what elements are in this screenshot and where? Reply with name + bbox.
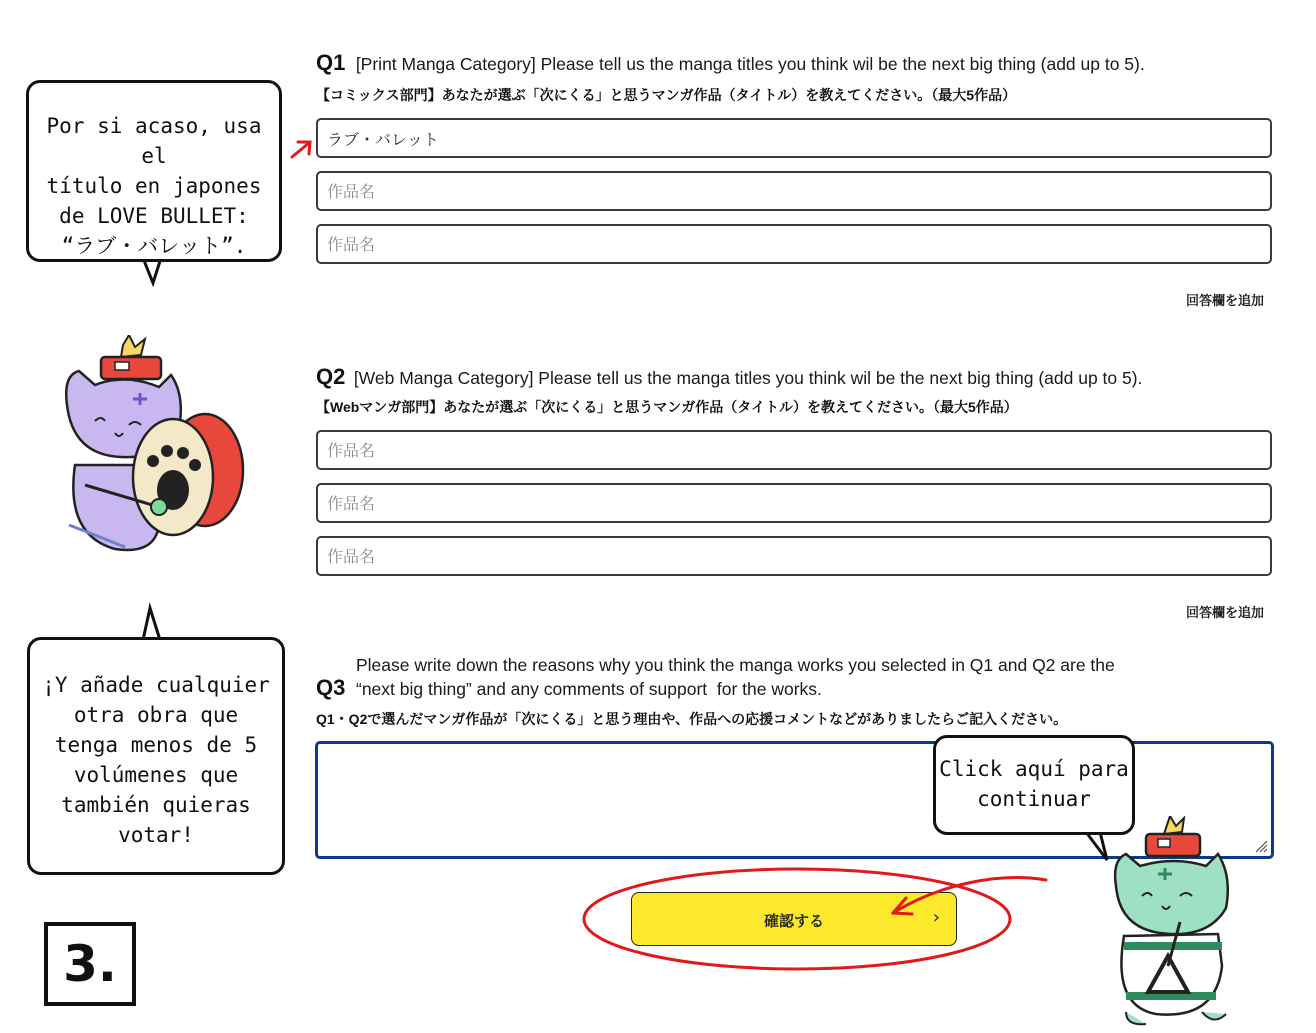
q2-number: Q2 xyxy=(316,364,346,389)
bubble3-line-2: continuar xyxy=(977,787,1091,811)
q1-number: Q1 xyxy=(316,50,346,75)
bubble1-line-1: Por si acaso, usa el xyxy=(46,114,262,168)
step-number: 3. xyxy=(63,935,117,993)
red-arrow-icon xyxy=(292,142,310,157)
bubble1-line-2: título en japones xyxy=(46,174,262,198)
q1-add-answer-link[interactable]: 回答欄を追加 xyxy=(1186,293,1265,308)
bubble2-line-4: volúmenes que xyxy=(73,763,239,787)
bubble3-line-1: Click aquí para xyxy=(939,757,1129,781)
annotation-bubble-1 xyxy=(26,80,282,262)
pointer-arrow-icon xyxy=(893,878,1046,914)
bubble3-tail xyxy=(1086,832,1107,860)
chevron-right-icon: › xyxy=(932,907,940,928)
bubble2-line-6: votar! xyxy=(118,823,194,847)
q3-english-line1: Please write down the reasons why you think the manga works you selected in Q1 and Q2 are the xyxy=(356,655,1115,675)
q2-add-answer-link[interactable]: 回答欄を追加 xyxy=(1186,605,1265,620)
bubble1-line-4: “ラブ・バレット”. xyxy=(61,234,247,258)
q2-japanese-text: 【Webマンガ部門】あなたが選ぶ「次にくる」と思うマンガ作品（タイトル）を教えてください。（最大5作品） xyxy=(316,399,1018,415)
q1-english-text: [Print Manga Category] Please tell us the manga titles you think wil be the next big thing (add up to 5). xyxy=(355,54,1145,74)
bubble2-line-3: tenga menos de 5 xyxy=(54,733,258,757)
q2-english-text: [Web Manga Category] Please tell us the manga titles you think wil be the next big thing (add up to 5). xyxy=(353,368,1143,388)
drum-cat-mascot-icon xyxy=(55,335,265,565)
triangle-cat-mascot-icon xyxy=(1106,816,1256,1026)
bubble2-line-1: ¡Y añade cualquier xyxy=(42,673,270,697)
confirm-highlight-circle xyxy=(584,869,1010,969)
bubble1-line-3: de LOVE BULLET: xyxy=(59,204,249,228)
q1-japanese-text: 【コミックス部門】あなたが選ぶ「次にくる」と思うマンガ作品（タイトル）を教えてください。（最大5作品） xyxy=(316,87,1017,103)
annotation-bubble-2 xyxy=(27,637,285,875)
step-number-box xyxy=(44,922,136,1006)
q3-number: Q3 xyxy=(316,675,346,700)
q3-english-line2: “next big thing” and any comments of support for the works. xyxy=(356,679,822,699)
bubble2-line-5: también quieras xyxy=(61,793,251,817)
bubble2-line-2: otra obra que xyxy=(73,703,239,727)
bubble2-tail xyxy=(143,608,160,640)
annotation-bubble-3 xyxy=(933,735,1135,835)
confirm-button-label: 確認する xyxy=(763,912,824,930)
q3-japanese-text: Q1・Q2で選んだマンガ作品が「次にくる」と思う理由や、作品への応援コメントなどがありましたらご記入ください。 xyxy=(316,711,1068,727)
